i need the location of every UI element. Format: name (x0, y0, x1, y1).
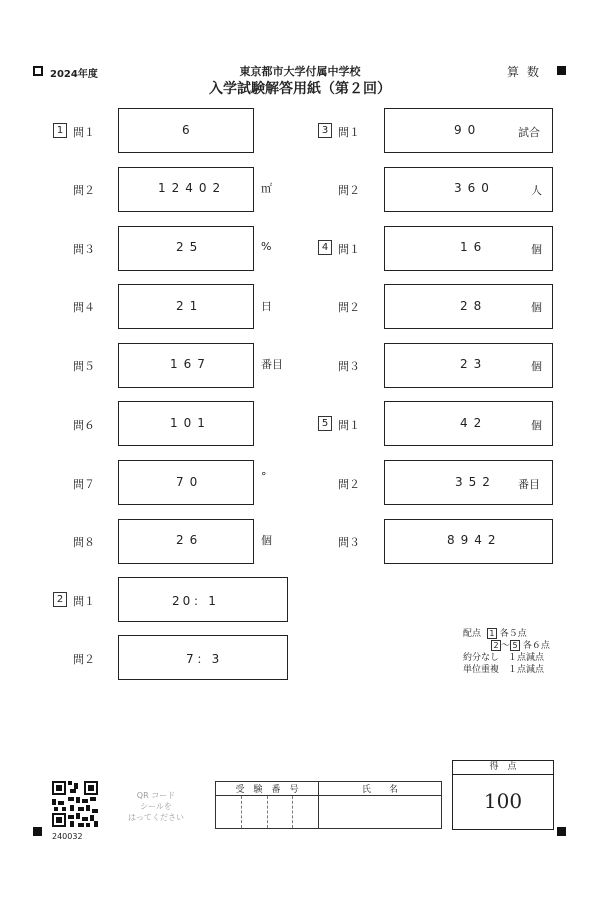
qr-note-line: QR コード (136, 791, 176, 800)
scoring-section-box: 2 (491, 640, 501, 651)
score-box (452, 760, 554, 830)
answer-text: 8942 (447, 533, 502, 547)
section-number-3: 3 (318, 123, 332, 138)
sheet-title: 入学試験解答用紙（第２回） (209, 81, 391, 97)
question-label: 問１ (338, 419, 360, 432)
question-label: 問３ (338, 536, 360, 549)
question-label: 問７ (73, 478, 95, 491)
scoring-points: 各６点 (522, 641, 550, 651)
answer-text: 21 (176, 299, 204, 313)
answer-text: 90 (454, 123, 482, 137)
unit-label: 個 (261, 534, 272, 547)
qr-sticker-note (128, 790, 184, 823)
unit-label: 日 (261, 300, 272, 313)
scoring-points: 各５点 (499, 629, 527, 639)
registration-mark-bottom-right (557, 827, 566, 836)
question-label: 問４ (73, 301, 95, 314)
question-label: 問３ (73, 243, 95, 256)
answer-text: 360 (454, 181, 495, 195)
answer-text: 101 (170, 416, 211, 430)
unit-label: ㎡ (261, 182, 272, 195)
question-label: 問２ (338, 478, 360, 491)
section-number-2: 2 (53, 592, 67, 607)
unit-label: 個 (531, 360, 542, 373)
scoring-section-box: 5 (510, 640, 520, 651)
answer-text: 70 (176, 475, 204, 489)
answer-text: 23 (460, 357, 488, 371)
answer-text: 352 (455, 475, 496, 489)
unit-label: 人 (531, 184, 542, 197)
examinee-info-table (215, 781, 442, 829)
section-number-5: 5 (318, 416, 332, 431)
scoring-section-box: 1 (487, 628, 497, 639)
exam-number-digit[interactable] (216, 796, 242, 829)
question-label: 問１ (338, 126, 360, 139)
unit-label: % (261, 240, 272, 253)
unit-label: 個 (531, 301, 542, 314)
score-value: 100 (483, 789, 523, 813)
name-label: 氏 名 (319, 782, 442, 796)
answer-text: 7：3 (186, 652, 223, 666)
qr-note-line: はってください (128, 813, 184, 822)
scoring-rules (463, 628, 550, 676)
form-code: 240032 (52, 832, 83, 841)
question-label: 問５ (73, 360, 95, 373)
unit-label: ° (261, 470, 267, 483)
exam-number-label: 受 験 番 号 (216, 782, 319, 796)
scoring-prefix: 配点 (463, 629, 482, 639)
subject-label: 算数 (507, 65, 548, 79)
scoring-deduction: 単位重複 １点減点 (463, 665, 545, 675)
score-label: 得 点 (453, 761, 553, 775)
school-name: 東京都市大学付属中学校 (239, 65, 361, 78)
question-label: 問２ (73, 653, 95, 666)
question-label: 問３ (338, 360, 360, 373)
question-label: 問１ (338, 243, 360, 256)
scoring-tilde: ～ (501, 641, 511, 651)
section-number-4: 4 (318, 240, 332, 255)
name-field[interactable] (319, 796, 442, 829)
unit-label: 番目 (261, 358, 283, 371)
answer-text: 28 (460, 299, 488, 313)
exam-number-digit[interactable] (267, 796, 293, 829)
question-label: 問８ (73, 536, 95, 549)
answer-text: 12402 (158, 181, 227, 195)
unit-label: 番目 (518, 478, 540, 491)
answer-text: 42 (460, 416, 488, 430)
answer-text: 167 (170, 357, 211, 371)
answer-text: 16 (460, 240, 488, 254)
question-label: 問２ (338, 184, 360, 197)
exam-number-digit[interactable] (293, 796, 319, 829)
unit-label: 個 (531, 419, 542, 432)
exam-number-digit[interactable] (241, 796, 267, 829)
scoring-deduction: 約分なし １点減点 (463, 653, 545, 663)
exam-year: 2024年度 (50, 69, 98, 80)
qr-code-icon (52, 781, 98, 827)
question-label: 問２ (338, 301, 360, 314)
registration-mark-bottom-left (33, 827, 42, 836)
answer-text: 25 (176, 240, 204, 254)
question-label: 問１ (73, 126, 95, 139)
answer-text: 6 (182, 123, 196, 137)
question-label: 問６ (73, 419, 95, 432)
answer-text: 20：1 (172, 594, 219, 608)
question-label: 問１ (73, 595, 95, 608)
unit-label: 試合 (518, 126, 540, 139)
qr-note-line: シールを (140, 802, 172, 811)
answer-text: 26 (176, 533, 204, 547)
unit-label: 個 (531, 243, 542, 256)
question-label: 問２ (73, 184, 95, 197)
section-number-1: 1 (53, 123, 67, 138)
